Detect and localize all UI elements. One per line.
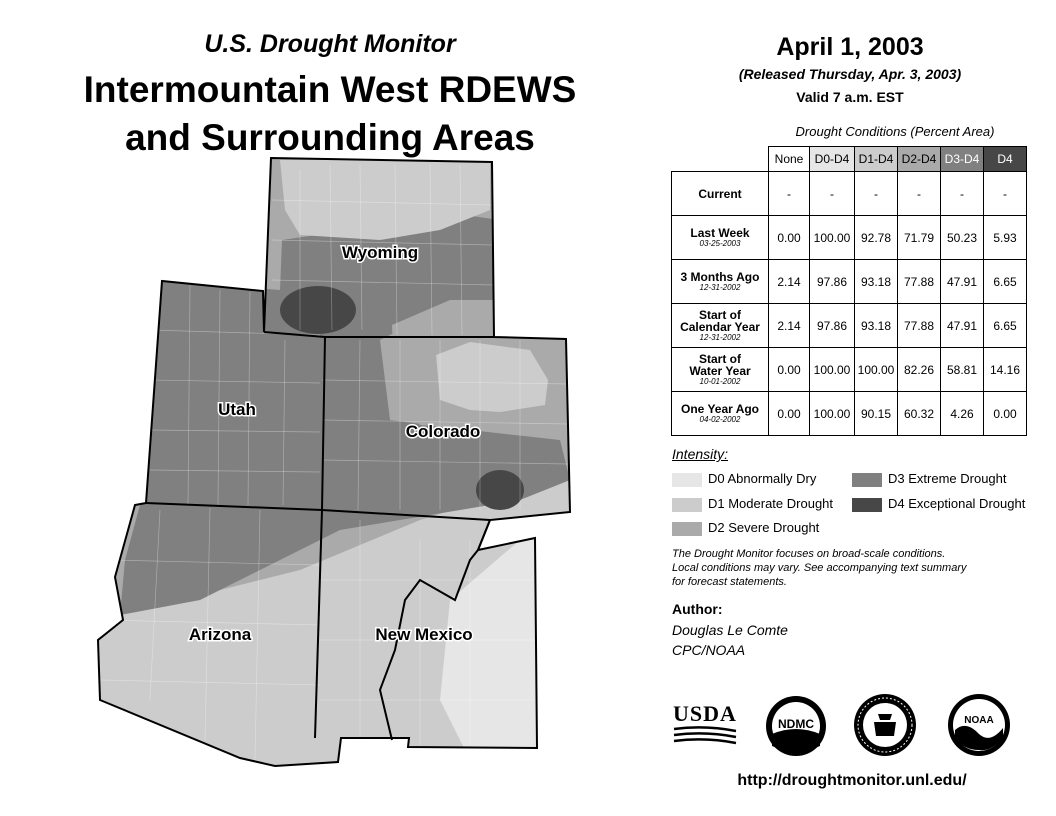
table-cell: 93.18: [855, 304, 898, 348]
row-label: [672, 304, 769, 348]
state-label-arizona: Arizona: [188, 625, 252, 644]
row-label: [672, 392, 769, 436]
noaa-logo-text: NOAA: [964, 715, 994, 726]
disclaimer-note: [672, 547, 1032, 589]
note-line1: The Drought Monitor focuses on broad-scale conditions.: [672, 548, 946, 560]
row-label: [672, 260, 769, 304]
ndmc-logo-text: NDMC: [778, 717, 814, 731]
legend-item-d0: [672, 470, 816, 488]
map-subtitle: U.S. Drought Monitor: [204, 30, 456, 58]
row-label-text: Last Week: [690, 225, 750, 240]
ndmc-logo: [764, 694, 828, 758]
table-cell: 100.00: [855, 348, 898, 392]
usda-logo-stripes: [672, 725, 738, 745]
author-heading: Author:: [672, 601, 723, 617]
row-label: [672, 348, 769, 392]
table-cell: 0.00: [769, 392, 810, 436]
col-header-d0-d4: D0-D4: [810, 147, 855, 172]
legend-item-d4: [852, 495, 1025, 513]
table-cell: -: [941, 172, 984, 216]
row-label: [672, 216, 769, 260]
author-org: CPC/NOAA: [672, 642, 746, 658]
table-cell: 2.14: [769, 260, 810, 304]
table-row: [672, 348, 1027, 392]
table-cell: 0.00: [769, 216, 810, 260]
row-label-line2: Water Year: [689, 363, 751, 378]
table-row: [672, 304, 1027, 348]
table-cell: -: [855, 172, 898, 216]
map-title-line1: Intermountain West RDEWS: [83, 69, 577, 110]
table-cell: 90.15: [855, 392, 898, 436]
author-name: Douglas Le Comte: [672, 622, 788, 638]
valid-time: Valid 7 a.m. EST: [796, 89, 904, 105]
note-line2: Local conditions may vary. See accompanying text summary: [672, 562, 967, 574]
noaa-logo: [946, 692, 1012, 758]
table-row: [672, 260, 1027, 304]
table-cell: -: [769, 172, 810, 216]
table-cell: 14.16: [984, 348, 1027, 392]
table-cell: 4.26: [941, 392, 984, 436]
row-label-text: One Year Ago: [680, 401, 760, 416]
legend-swatch: [852, 473, 882, 487]
table-row: [672, 216, 1027, 260]
table-cell: 47.91: [941, 304, 984, 348]
table-header-row: [672, 147, 1027, 172]
table-caption: Drought Conditions (Percent Area): [795, 124, 995, 139]
state-label-wyoming: Wyoming: [341, 243, 419, 262]
legend-label: D1 Moderate Drought: [708, 496, 834, 511]
table-cell: 100.00: [810, 348, 855, 392]
table-cell: 2.14: [769, 304, 810, 348]
col-header-d1-d4: D1-D4: [855, 147, 898, 172]
table-row: [672, 172, 1027, 216]
release-date: (Released Thursday, Apr. 3, 2003): [738, 66, 962, 82]
table-cell: 6.65: [984, 304, 1027, 348]
table-cell: 93.18: [855, 260, 898, 304]
table-cell: 100.00: [810, 216, 855, 260]
legend-label: D3 Extreme Drought: [888, 471, 1007, 486]
table-cell: 97.86: [810, 304, 855, 348]
legend-title: Intensity:: [672, 446, 729, 462]
state-label-new-mexico: New Mexico: [375, 625, 473, 644]
row-label-line1: Start of: [699, 351, 741, 366]
table-cell: 50.23: [941, 216, 984, 260]
table-cell: 60.32: [898, 392, 941, 436]
row-date: 04-02-2002: [699, 414, 741, 424]
table-cell: 77.88: [898, 260, 941, 304]
table-cell: 71.79: [898, 216, 941, 260]
row-label: Current: [672, 172, 769, 216]
drought-d4-area-colorado: [476, 470, 524, 510]
legend-swatch: [852, 498, 882, 512]
col-header-none: None: [769, 147, 810, 172]
author-info: [672, 620, 788, 660]
drought-d1-area-colorado: [436, 342, 548, 412]
row-label-text: 3 Months Ago: [680, 269, 760, 284]
drought-d4-area-wyoming: [280, 286, 356, 334]
legend-label: D0 Abnormally Dry: [708, 471, 817, 486]
drought-conditions-table: [671, 146, 1027, 436]
state-label-colorado: Colorado: [405, 422, 481, 441]
col-header-d2-d4: D2-D4: [898, 147, 941, 172]
table-cell: -: [984, 172, 1027, 216]
table-row: [672, 392, 1027, 436]
table-cell: 6.65: [984, 260, 1027, 304]
legend-item-d1: [672, 495, 833, 513]
map-date: April 1, 2003: [776, 33, 924, 61]
col-header-d3-d4: D3-D4: [941, 147, 984, 172]
usda-logo-text: USDA: [673, 701, 737, 726]
table-cell: -: [810, 172, 855, 216]
map-title-line2: and Surrounding Areas: [125, 117, 535, 158]
legend-label: D2 Severe Drought: [708, 520, 820, 535]
table-cell: 92.78: [855, 216, 898, 260]
table-cell: 82.26: [898, 348, 941, 392]
table-cell: 58.81: [941, 348, 984, 392]
state-label-utah: Utah: [218, 400, 256, 419]
legend-label: D4 Exceptional Drought: [888, 496, 1026, 511]
row-label-line1: Start of: [699, 307, 741, 322]
row-date: 12-31-2002: [699, 332, 741, 342]
row-date: 03-25-2003: [699, 238, 741, 248]
table-cell: 5.93: [984, 216, 1027, 260]
source-url[interactable]: http://droughtmonitor.unl.edu/: [737, 772, 967, 789]
usda-logo: [672, 703, 738, 747]
legend-swatch: [672, 498, 702, 512]
table-cell: 97.86: [810, 260, 855, 304]
table-cell: 100.00: [810, 392, 855, 436]
table-cell: -: [898, 172, 941, 216]
table-cell: 0.00: [769, 348, 810, 392]
table-cell: 0.00: [984, 392, 1027, 436]
row-date: 10-01-2002: [699, 376, 741, 386]
table-cell: 77.88: [898, 304, 941, 348]
legend-swatch: [672, 522, 702, 536]
table-cell: 47.91: [941, 260, 984, 304]
col-header-d4: D4: [984, 147, 1027, 172]
legend-swatch: [672, 473, 702, 487]
commerce-seal-logo: [852, 692, 918, 758]
row-date: 12-31-2002: [699, 282, 741, 292]
legend-item-d2: [672, 519, 819, 537]
row-label-line2: Calendar Year: [680, 319, 760, 334]
legend-item-d3: [852, 470, 1007, 488]
note-line3: for forecast statements.: [672, 576, 787, 588]
